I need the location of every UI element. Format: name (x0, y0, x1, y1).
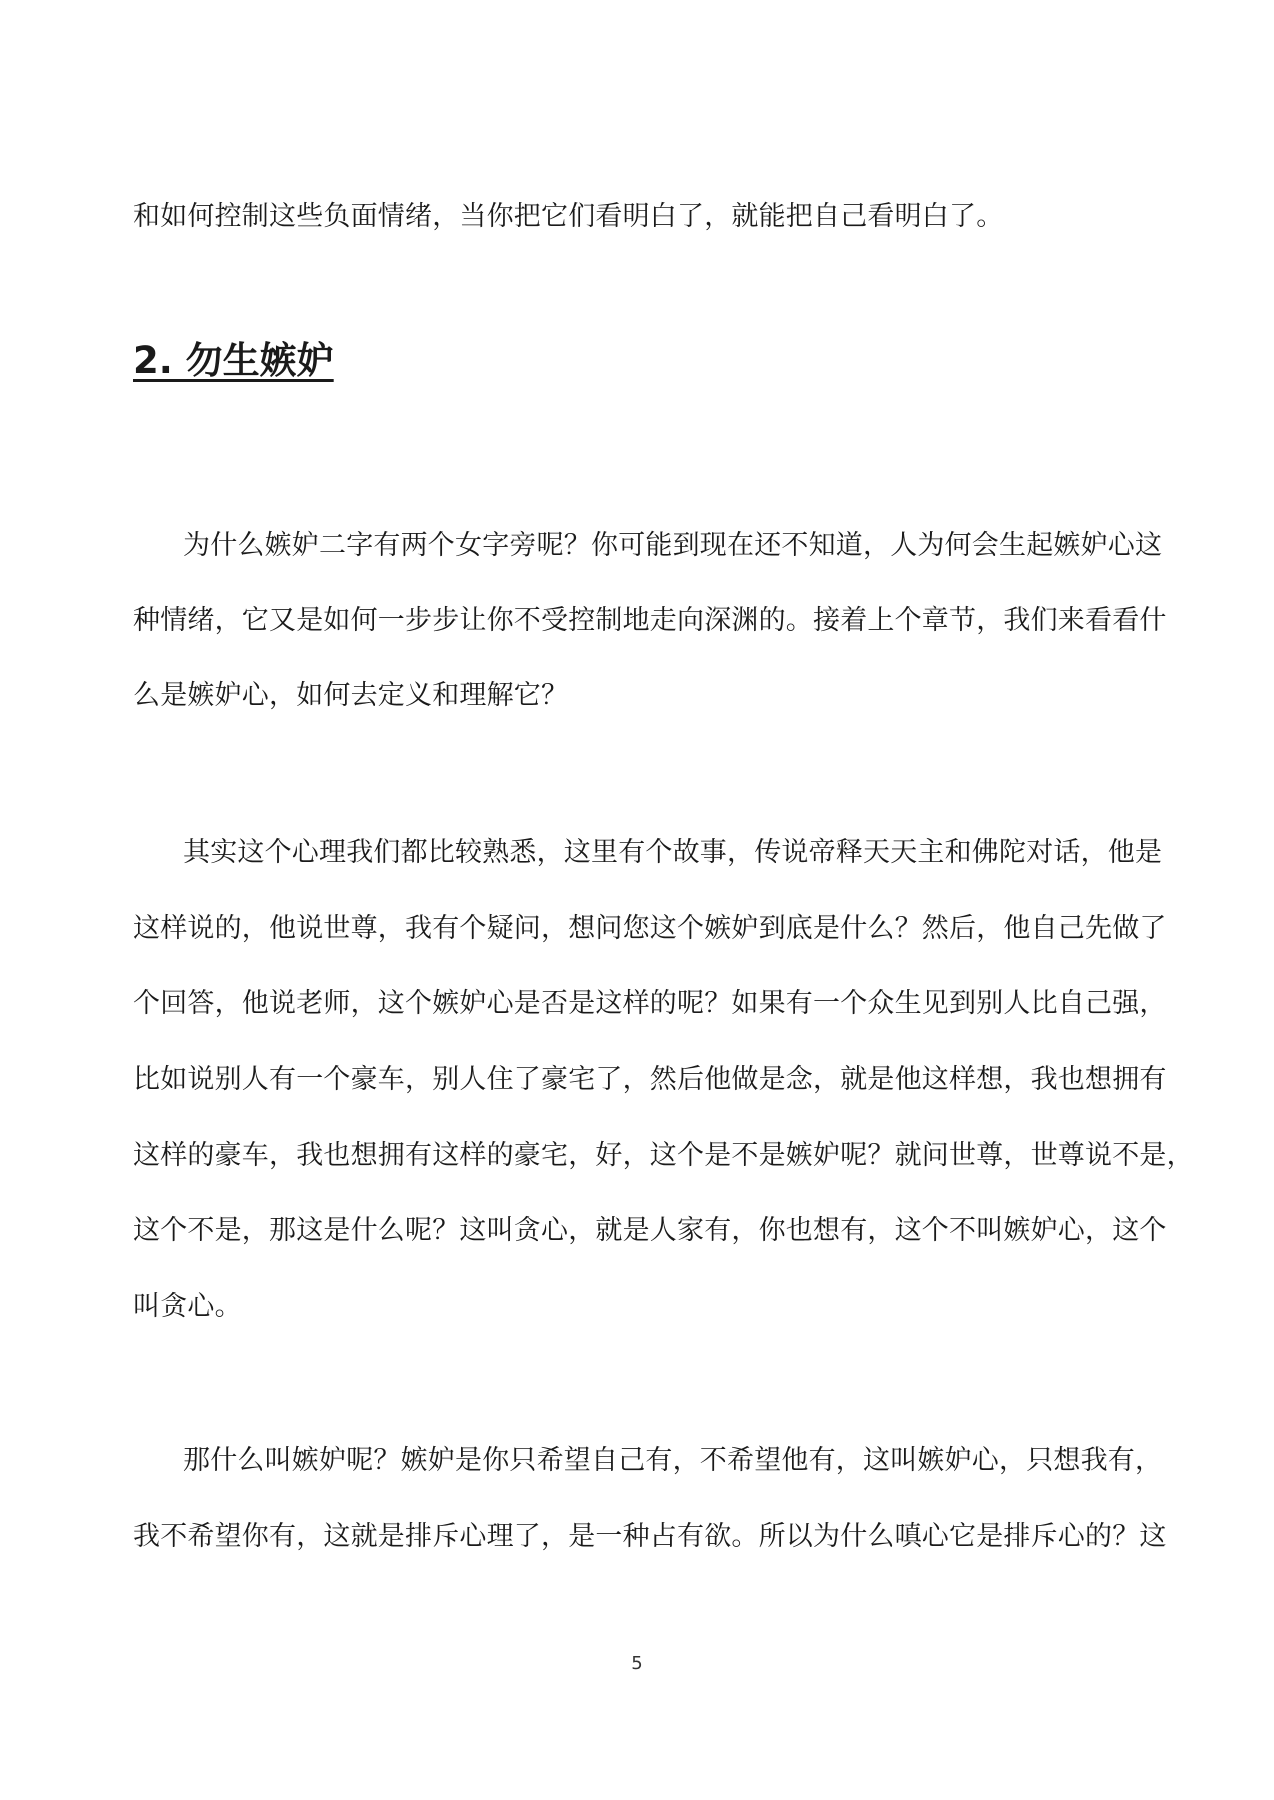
paragraph-line: 种情绪，它又是如何一步步让你不受控制地走向深渊的。接着上个章节，我们来看看什 (133, 605, 1167, 636)
paragraph-line: 么是嫉妒心，如何去定义和理解它？ (133, 680, 569, 711)
paragraph-line: 这样说的，他说世尊，我有个疑问，想问您这个嫉妒到底是什么？然后，他自己先做了 (133, 913, 1167, 944)
paragraph-line: 其实这个心理我们都比较熟悉，这里有个故事，传说帝释天天主和佛陀对话，他是 (183, 837, 1163, 868)
intro-text-line: 和如何控制这些负面情绪，当你把它们看明白了，就能把自己看明白了。 (133, 201, 1004, 232)
paragraph-line: 个回答，他说老师，这个嫉妒心是否是这样的呢？如果有一个众生见到别人比自己强， (133, 988, 1167, 1019)
section-heading: 2. 勿生嫉妒 (133, 339, 334, 382)
paragraph-line: 我不希望你有，这就是排斥心理了，是一种占有欲。所以为什么嗔心它是排斥心的？这 (133, 1521, 1167, 1552)
paragraph-line: 这样的豪车，我也想拥有这样的豪宅，好，这个是不是嫉妒呢？就问世尊，世尊说不是， (133, 1140, 1194, 1171)
paragraph-line: 叫贪心。 (133, 1291, 242, 1322)
paragraph-line: 为什么嫉妒二字有两个女字旁呢？你可能到现在还不知道，人为何会生起嫉妒心这 (183, 530, 1163, 561)
paragraph-line: 那什么叫嫉妒呢？嫉妒是你只希望自己有，不希望他有，这叫嫉妒心，只想我有， (183, 1445, 1163, 1476)
page-number: 5 (631, 1653, 643, 1674)
paragraph-line: 比如说别人有一个豪车，别人住了豪宅了，然后他做是念，就是他这样想，我也想拥有 (133, 1064, 1167, 1095)
paragraph-line: 这个不是，那这是什么呢？这叫贪心，就是人家有，你也想有，这个不叫嫉妒心，这个 (133, 1215, 1167, 1246)
